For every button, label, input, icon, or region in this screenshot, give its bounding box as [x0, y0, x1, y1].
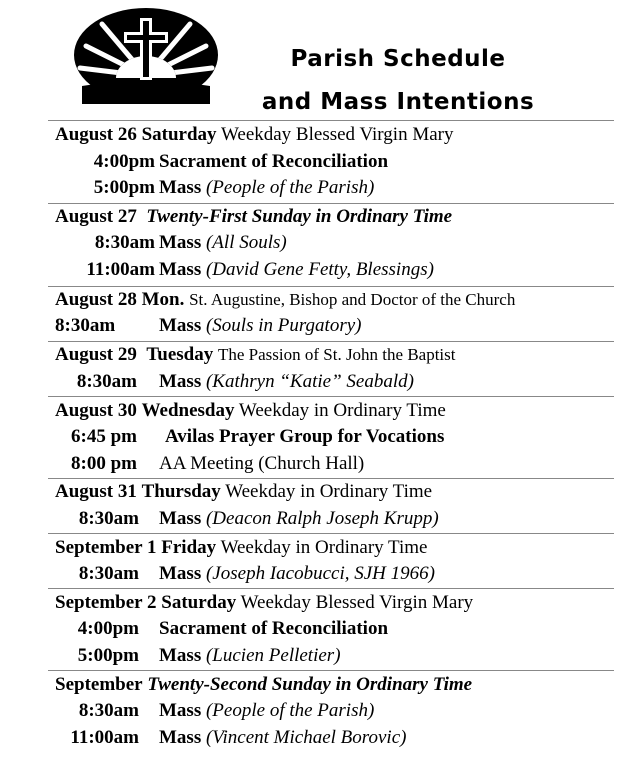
day-block: [48, 120, 614, 198]
day-block: [48, 341, 614, 392]
entry-event: Sacrament of Reconciliation: [159, 618, 389, 639]
day-name: Saturday: [161, 592, 237, 613]
entry-intention: (Vincent Michael Borovic): [205, 727, 407, 748]
day-header: [55, 674, 472, 696]
entry-event: Sacrament of Reconciliation: [159, 151, 389, 172]
entry-intention: (People of the Parish): [205, 177, 375, 198]
entry-event: Mass: [159, 645, 202, 666]
day-header: [55, 481, 432, 503]
day-name: Thursday: [141, 481, 221, 502]
day-date: August 28: [55, 289, 137, 310]
day-date: September 1: [55, 537, 157, 558]
entry-intention: (Kathryn “Katie” Seabald): [205, 371, 414, 392]
entry-event: Avilas Prayer Group for Vocations: [165, 426, 445, 447]
entry-intention: (All Souls): [205, 232, 287, 253]
day-name: Twenty-First Sunday in Ordinary Time: [146, 206, 453, 227]
day-block: [48, 478, 614, 529]
day-date: August 27: [55, 206, 137, 227]
day-description: The Passion of St. John the Baptist: [217, 345, 456, 364]
day-description: Weekday in Ordinary Time: [225, 481, 433, 502]
entry-time: 8:30am: [94, 232, 155, 253]
entry-time: 11:00am: [86, 259, 155, 280]
day-block: [48, 588, 614, 666]
page-subtitle: and Mass Intentions: [261, 89, 535, 115]
day-header: [55, 206, 452, 228]
day-description: Weekday in Ordinary Time: [238, 400, 446, 421]
entry-time: 4:00pm: [93, 151, 155, 172]
day-name: Tuesday: [146, 344, 214, 365]
entry-time: 8:30am: [76, 371, 137, 392]
entry-event: Mass: [159, 508, 202, 529]
page-title: Parish Schedule: [290, 46, 506, 72]
entry-time: 4:00pm: [77, 618, 139, 639]
day-block: [48, 670, 614, 748]
entry-intention: (People of the Parish): [205, 700, 375, 721]
entry-time: 8:30am: [78, 508, 139, 529]
day-name: Saturday: [141, 124, 217, 145]
day-name: Wednesday: [141, 400, 235, 421]
day-date: September: [55, 674, 143, 695]
entry-event: Mass: [159, 232, 202, 253]
entry-time: 8:30am: [78, 563, 139, 584]
day-header: [55, 289, 515, 311]
entry-time: 8:30am: [78, 700, 139, 721]
day-name: Friday: [161, 537, 217, 558]
day-header: [55, 124, 453, 146]
day-date: August 29: [55, 344, 137, 365]
day-header: [55, 537, 427, 559]
day-date: August 30: [55, 400, 137, 421]
entry-intention: (Souls in Purgatory): [205, 315, 362, 336]
entry-time: 11:00am: [70, 727, 139, 748]
entry-intention: (Deacon Ralph Joseph Krupp): [205, 508, 439, 529]
day-header: [55, 592, 473, 614]
day-description: Weekday Blessed Virgin Mary: [240, 592, 474, 613]
entry-time: 5:00pm: [77, 645, 139, 666]
day-date: August 26: [55, 124, 137, 145]
entry-event: AA Meeting (Church Hall): [159, 453, 365, 474]
entry-intention: (David Gene Fetty, Blessings): [205, 259, 434, 280]
entry-event: Mass: [159, 371, 202, 392]
cross-sunburst-logo: [72, 6, 220, 104]
day-name: Mon.: [141, 289, 185, 310]
day-block: [48, 286, 614, 336]
day-description: Weekday in Ordinary Time: [220, 537, 428, 558]
entry-time: 6:45 pm: [71, 426, 137, 447]
entry-event: Mass: [159, 259, 202, 280]
day-description: St. Augustine, Bishop and Doctor of the Church: [189, 290, 516, 309]
day-date: September 2: [55, 592, 157, 613]
day-description: Weekday Blessed Virgin Mary: [220, 124, 454, 145]
day-block: [48, 396, 614, 474]
entry-event: Mass: [159, 315, 202, 336]
day-header: [55, 344, 456, 366]
entry-time: 8:00 pm: [71, 453, 137, 474]
day-block: [48, 533, 614, 584]
entry-event: Mass: [159, 177, 202, 198]
entry-time: 8:30am: [55, 315, 116, 336]
entry-event: Mass: [159, 563, 202, 584]
entry-event: Mass: [159, 700, 202, 721]
day-block: [48, 203, 614, 280]
entry-event: Mass: [159, 727, 202, 748]
entry-intention: (Joseph Iacobucci, SJH 1966): [205, 563, 435, 584]
day-header: [55, 400, 446, 422]
day-date: August 31: [55, 481, 137, 502]
day-name: Twenty-Second Sunday in Ordinary Time: [147, 674, 473, 695]
entry-intention: (Lucien Pelletier): [205, 645, 341, 666]
entry-time: 5:00pm: [93, 177, 155, 198]
